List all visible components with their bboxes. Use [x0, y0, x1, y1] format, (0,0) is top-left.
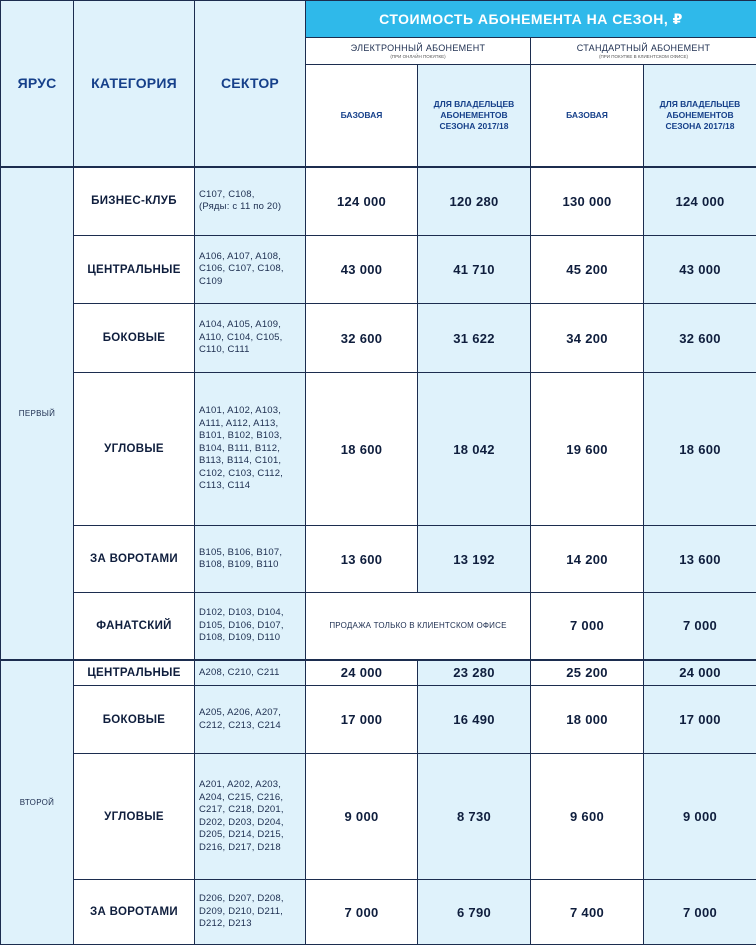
sector-cell: D206, D207, D208, D209, D210, D211, D212, D213 — [195, 880, 306, 945]
table-row — [1, 304, 756, 373]
sector-cell: A201, A202, A203, A204, C215, C216, C217, C218, D201, D202, D203, D204, D205, D214, D215, D216, D217, D218 — [195, 754, 306, 880]
price-electronic-owners: 8 730 — [418, 754, 531, 880]
price-standard-base: 130 000 — [531, 167, 644, 236]
category-cell: ЗА ВОРОТАМИ — [74, 880, 195, 945]
price-electronic-base: 7 000 — [306, 880, 418, 945]
sector-cell: A104, A105, A109, A110, C104, C105, C110, C111 — [195, 304, 306, 373]
price-electronic-owners: 18 042 — [418, 373, 531, 526]
price-standard-owners: 13 600 — [644, 526, 756, 593]
header-electronic-owners: ДЛЯ ВЛАДЕЛЬЦЕВ АБОНЕМЕНТОВ СЕЗОНА 2017/18 — [418, 65, 531, 167]
table-row — [1, 593, 756, 660]
category-cell: ФАНАТСКИЙ — [74, 593, 195, 660]
price-electronic-owners: 31 622 — [418, 304, 531, 373]
table-row — [1, 660, 756, 686]
sector-cell: D102, D103, D104, D105, D106, D107, D108, D109, D110 — [195, 593, 306, 660]
price-standard-owners: 17 000 — [644, 686, 756, 754]
price-standard-base: 34 200 — [531, 304, 644, 373]
category-cell: ЦЕНТРАЛЬНЫЕ — [74, 236, 195, 304]
electronic-ticket-label: ЭЛЕКТРОННЫЙ АБОНЕМЕНТ — [310, 43, 526, 53]
standard-ticket-note: (ПРИ ПОКУПКЕ В КЛИЕНТСКОМ ОФИСЕ) — [535, 54, 752, 59]
header-price-title: СТОИМОСТЬ АБОНЕМЕНТА НА СЕЗОН, ₽ — [306, 1, 756, 38]
sector-cell: A205, A206, A207, C212, C213, C214 — [195, 686, 306, 754]
price-standard-owners: 43 000 — [644, 236, 756, 304]
category-cell: БОКОВЫЕ — [74, 304, 195, 373]
table-row — [1, 373, 756, 526]
sector-cell: A106, A107, A108, C106, C107, C108, C109 — [195, 236, 306, 304]
table-row — [1, 236, 756, 304]
header-standard-ticket — [531, 38, 756, 65]
price-standard-owners: 18 600 — [644, 373, 756, 526]
header-standard-base: БАЗОВАЯ — [531, 65, 644, 167]
sector-cell: A208, C210, C211 — [195, 660, 306, 686]
price-electronic-base: 18 600 — [306, 373, 418, 526]
sector-cell: B105, B106, B107, B108, B109, B110 — [195, 526, 306, 593]
price-electronic-base: 43 000 — [306, 236, 418, 304]
standard-ticket-label: СТАНДАРТНЫЙ АБОНЕМЕНТ — [535, 43, 752, 53]
price-electronic-base: 24 000 — [306, 660, 418, 686]
table-row — [1, 686, 756, 754]
price-electronic-owners: 23 280 — [418, 660, 531, 686]
price-electronic-owners: 16 490 — [418, 686, 531, 754]
header-electronic-ticket — [306, 38, 531, 65]
category-cell: УГЛОВЫЕ — [74, 754, 195, 880]
price-standard-base: 45 200 — [531, 236, 644, 304]
price-electronic-base: 124 000 — [306, 167, 418, 236]
price-standard-base: 18 000 — [531, 686, 644, 754]
price-standard-base: 19 600 — [531, 373, 644, 526]
price-electronic-owners: 120 280 — [418, 167, 531, 236]
header-standard-owners: ДЛЯ ВЛАДЕЛЬЦЕВ АБОНЕМЕНТОВ СЕЗОНА 2017/18 — [644, 65, 756, 167]
price-standard-base: 9 600 — [531, 754, 644, 880]
price-electronic-base: 13 600 — [306, 526, 418, 593]
office-only-note: ПРОДАЖА ТОЛЬКО В КЛИЕНТСКОМ ОФИСЕ — [306, 593, 531, 660]
price-standard-owners: 7 000 — [644, 593, 756, 660]
category-cell: БИЗНЕС-КЛУБ — [74, 167, 195, 236]
price-standard-owners: 32 600 — [644, 304, 756, 373]
price-standard-base: 14 200 — [531, 526, 644, 593]
table-row — [1, 167, 756, 236]
tier-first: ПЕРВЫЙ — [1, 167, 74, 660]
price-electronic-base: 17 000 — [306, 686, 418, 754]
table-row — [1, 526, 756, 593]
table-row — [1, 754, 756, 880]
category-cell: УГЛОВЫЕ — [74, 373, 195, 526]
price-electronic-base: 32 600 — [306, 304, 418, 373]
price-standard-base: 7 400 — [531, 880, 644, 945]
price-standard-owners: 24 000 — [644, 660, 756, 686]
electronic-ticket-note: (ПРИ ОНЛАЙН ПОКУПКЕ) — [310, 54, 526, 59]
header-electronic-base: БАЗОВАЯ — [306, 65, 418, 167]
price-standard-owners: 7 000 — [644, 880, 756, 945]
table-row — [1, 880, 756, 945]
price-standard-owners: 9 000 — [644, 754, 756, 880]
category-cell: ЦЕНТРАЛЬНЫЕ — [74, 660, 195, 686]
price-electronic-base: 9 000 — [306, 754, 418, 880]
price-electronic-owners: 6 790 — [418, 880, 531, 945]
price-standard-base: 25 200 — [531, 660, 644, 686]
sector-cell: A101, A102, A103, A111, A112, A113, B101, B102, B103, B104, B111, B112, B113, B114, C101, C102, C103, C112, C113, C114 — [195, 373, 306, 526]
tier-second: ВТОРОЙ — [1, 660, 74, 945]
price-electronic-owners: 13 192 — [418, 526, 531, 593]
price-electronic-owners: 41 710 — [418, 236, 531, 304]
sector-cell: C107, C108, (Ряды: с 11 по 20) — [195, 167, 306, 236]
category-cell: БОКОВЫЕ — [74, 686, 195, 754]
price-standard-base: 7 000 — [531, 593, 644, 660]
category-cell: ЗА ВОРОТАМИ — [74, 526, 195, 593]
header-category: КАТЕГОРИЯ — [74, 1, 195, 167]
price-standard-owners: 124 000 — [644, 167, 756, 236]
header-tier: ЯРУС — [1, 1, 74, 167]
header-sector: СЕКТОР — [195, 1, 306, 167]
